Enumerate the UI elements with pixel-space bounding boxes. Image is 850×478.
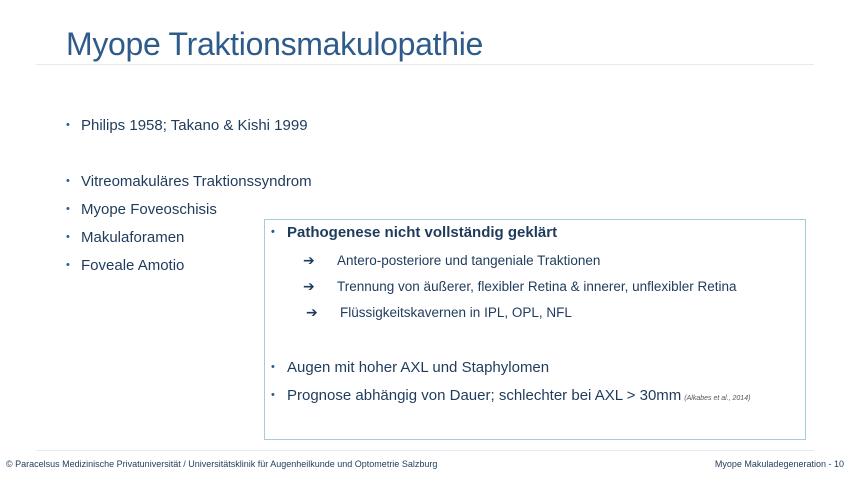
bullet-dot-icon: • (66, 175, 70, 187)
footer-divider (36, 450, 814, 451)
box-sub-item: ➔ Flüssigkeitskavernen in IPL, OPL, NFL (306, 304, 572, 320)
bullet-text: Foveale Amotio (81, 257, 185, 274)
footer-copyright: © Paracelsus Medizinische Privatuniversität / Universitätsklinik für Augenheilkunde und Optometrie Salzburg (6, 459, 438, 469)
bullet-dot-icon: • (271, 226, 275, 238)
box-sub-item: ➔ Antero-posteriore und tangeniale Traktionen (303, 252, 601, 268)
box-sub-item: ➔ Trennung von äußerer, flexibler Retina & innerer, unflexibler Retina (303, 278, 737, 294)
bullet-text: Philips 1958; Takano & Kishi 1999 (81, 117, 308, 134)
footer-page-label: Myope Makuladegeneration - 10 (714, 459, 844, 469)
bullet-item (66, 201, 217, 218)
bullet-text: Makulaforamen (81, 229, 185, 246)
pathogenesis-box (264, 219, 806, 440)
bullet-item (66, 257, 184, 274)
arrow-right-icon: ➔ (306, 304, 318, 320)
arrow-right-icon: ➔ (303, 252, 315, 268)
bullet-text: Myope Foveoschisis (81, 201, 217, 218)
box-heading: • Pathogenese nicht vollständig geklärt (271, 224, 558, 241)
bullet-dot-icon: • (66, 259, 70, 271)
bullet-text: Vitreomakuläres Traktionssyndrom (81, 173, 312, 190)
slide-title: Myope Traktionsmakulopathie (66, 26, 484, 62)
title-divider (36, 64, 814, 65)
box-point: • Prognose abhängig von Dauer; schlechter bei AXL > 30mm (Alkabes et al., 2014) (271, 387, 751, 404)
bullet-dot-icon: • (271, 361, 275, 373)
bullet-dot-icon: • (271, 389, 275, 401)
citation: (Alkabes et al., 2014) (684, 395, 751, 402)
bullet-item (66, 173, 312, 190)
box-point: • Augen mit hoher AXL und Staphylomen (271, 359, 550, 376)
bullet-item (66, 229, 184, 246)
bullet-dot-icon: • (66, 119, 70, 131)
arrow-right-icon: ➔ (303, 278, 315, 294)
bullet-item (66, 117, 308, 134)
bullet-dot-icon: • (66, 231, 70, 243)
bullet-dot-icon: • (66, 203, 70, 215)
